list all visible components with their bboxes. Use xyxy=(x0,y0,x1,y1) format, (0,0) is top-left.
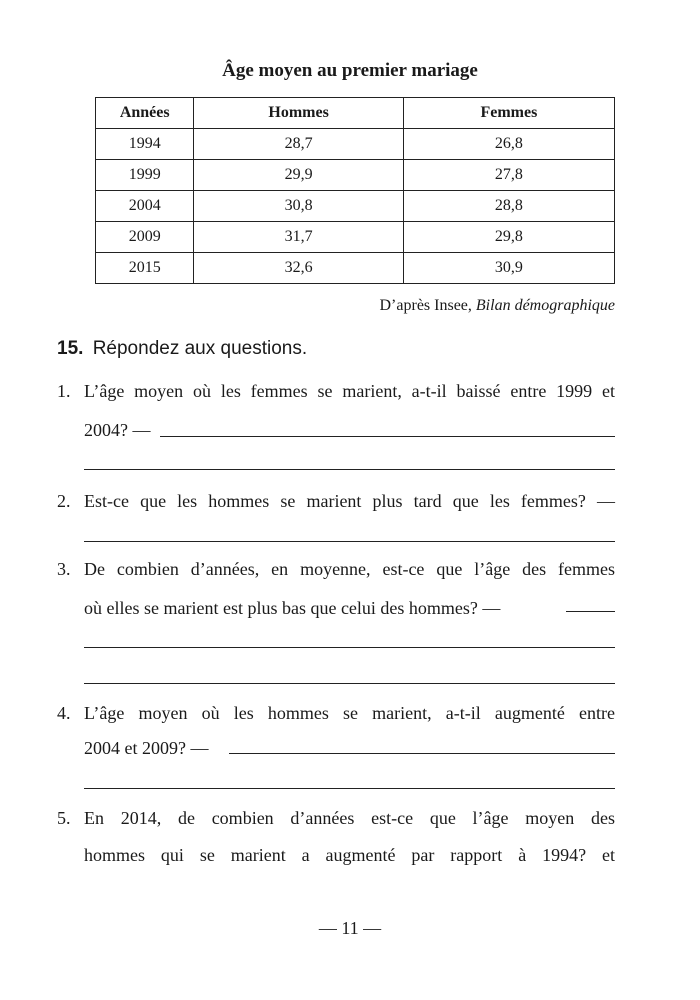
table-row xyxy=(96,129,615,160)
cell-men: 28,7 xyxy=(194,129,403,160)
cell-women: 29,8 xyxy=(403,222,614,253)
question-2-text: Est-ce que les hommes se marient plus tard que les femmes? — xyxy=(84,491,615,511)
question-2-number: 2. xyxy=(57,491,71,511)
answer-line-3a[interactable] xyxy=(566,611,615,612)
cell-women: 26,8 xyxy=(403,129,614,160)
table-row xyxy=(96,191,615,222)
cell-women: 27,8 xyxy=(403,160,614,191)
cell-women: 28,8 xyxy=(403,191,614,222)
exercise-heading xyxy=(57,338,307,360)
question-3-text-cont: où elles se marient est plus bas que celui des hommes? — xyxy=(84,598,501,618)
question-4-text-cont: 2004 et 2009? — xyxy=(84,738,209,758)
page-number: — 11 — xyxy=(318,918,382,938)
question-1-text: L’âge moyen où les femmes se marient, a-t-il baissé entre 1999 et xyxy=(84,381,615,401)
cell-year: 1994 xyxy=(96,129,194,160)
header-men: Hommes xyxy=(194,98,403,129)
answer-line-4b[interactable] xyxy=(84,788,615,789)
table-source xyxy=(380,297,616,315)
answer-line-1b[interactable] xyxy=(84,469,615,470)
cell-year: 2009 xyxy=(96,222,194,253)
cell-year: 2015 xyxy=(96,253,194,284)
question-1-text-cont: 2004? — xyxy=(84,420,151,440)
question-1-number: 1. xyxy=(57,381,71,401)
answer-line-2a[interactable] xyxy=(84,541,615,542)
question-5-number: 5. xyxy=(57,808,71,828)
cell-women: 30,9 xyxy=(403,253,614,284)
table-row xyxy=(96,253,615,284)
answer-line-1a[interactable] xyxy=(160,436,615,437)
table-row xyxy=(96,222,615,253)
question-5-text-cont: hommes qui se marient a augmenté par rapport à 1994? et xyxy=(84,845,615,865)
question-3-text: De combien d’années, en moyenne, est-ce que l’âge des femmes xyxy=(84,559,615,579)
source-prefix: D’après Insee, xyxy=(379,297,472,314)
exercise-number: 15. xyxy=(57,338,84,359)
question-5-text: En 2014, de combien d’années est-ce que l’âge moyen des xyxy=(84,808,615,828)
cell-men: 31,7 xyxy=(194,222,403,253)
header-women: Femmes xyxy=(403,98,614,129)
cell-men: 32,6 xyxy=(194,253,403,284)
question-4-number: 4. xyxy=(57,703,71,723)
cell-year: 1999 xyxy=(96,160,194,191)
source-title: Bilan démographique xyxy=(475,297,615,314)
cell-men: 29,9 xyxy=(194,160,403,191)
question-4-text: L’âge moyen où les hommes se marient, a-t-il augmenté entre xyxy=(84,703,615,723)
table-row xyxy=(96,160,615,191)
exercise-instruction: Répondez aux questions. xyxy=(92,338,308,359)
answer-line-4a[interactable] xyxy=(229,753,615,754)
answer-line-3b[interactable] xyxy=(84,647,615,648)
header-years: Années xyxy=(96,98,194,129)
cell-men: 30,8 xyxy=(194,191,403,222)
table-header-row xyxy=(96,98,615,129)
marriage-age-table xyxy=(95,97,615,284)
answer-line-3c[interactable] xyxy=(84,683,615,684)
question-3-number: 3. xyxy=(57,559,71,579)
table-title: Âge moyen au premier mariage xyxy=(222,60,478,81)
cell-year: 2004 xyxy=(96,191,194,222)
